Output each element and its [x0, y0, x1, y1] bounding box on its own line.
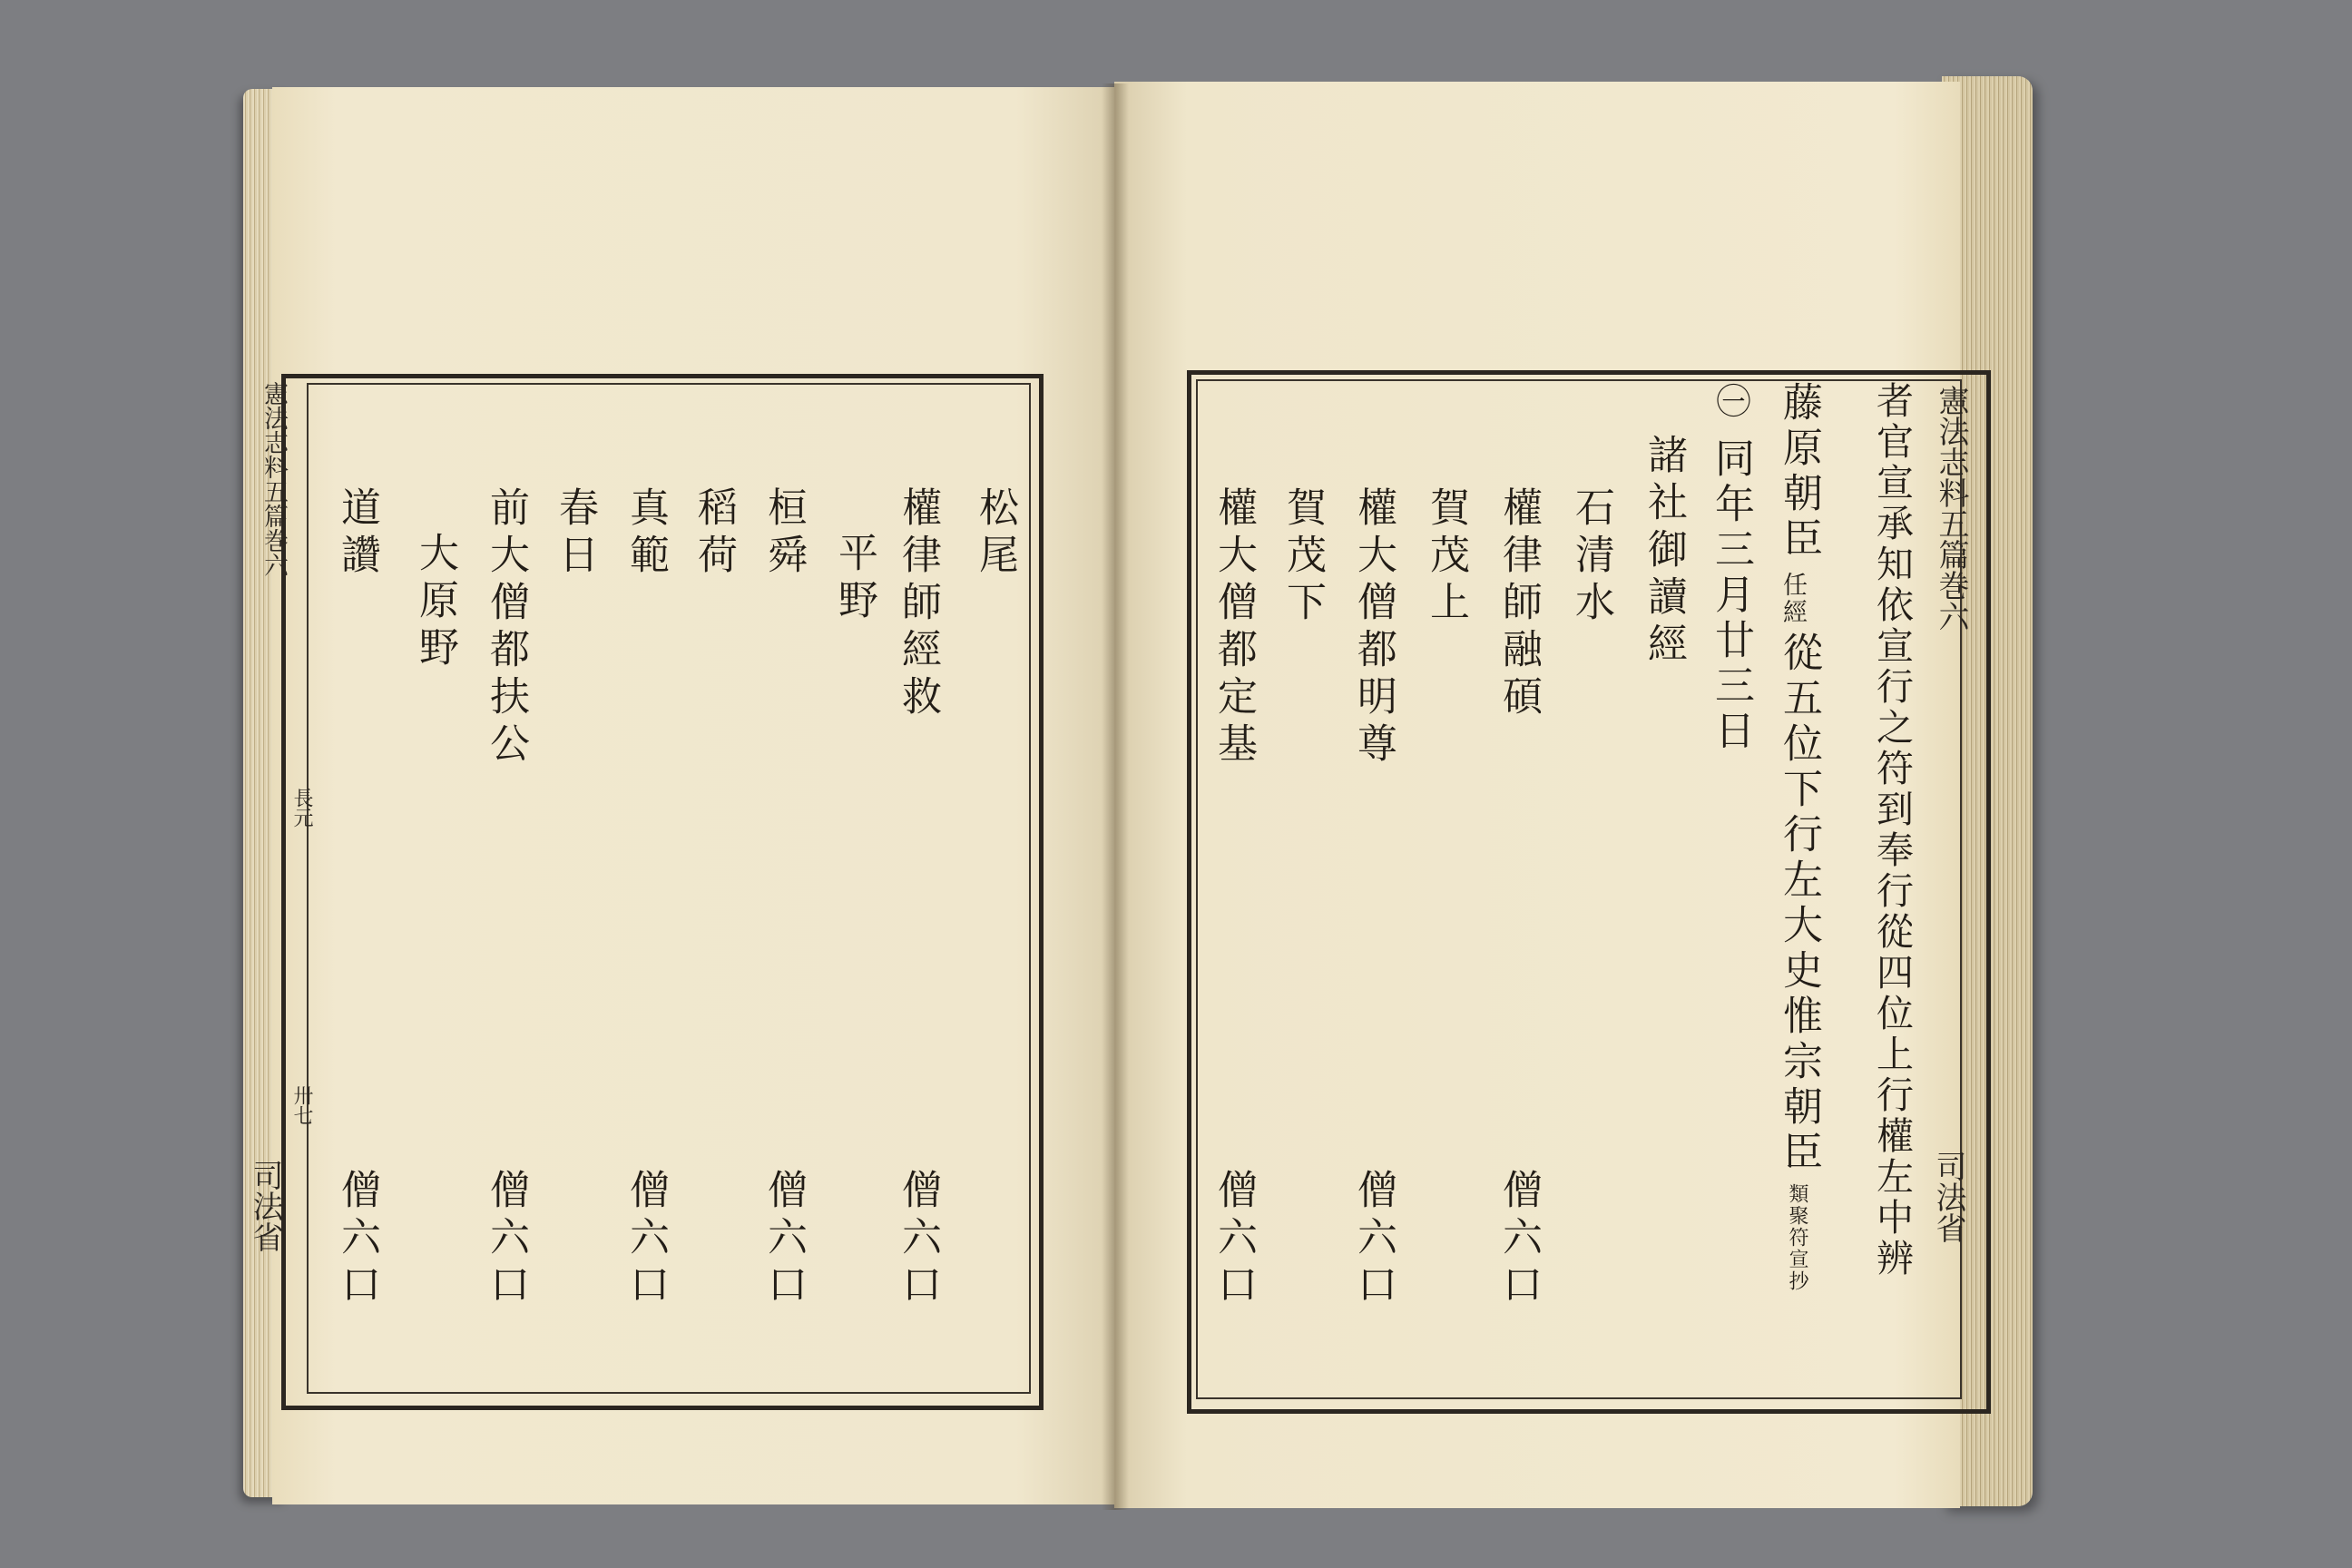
left-hanshin-title: 憲法志料五篇巻六: [260, 381, 288, 577]
left-count-1: 僧六口: [895, 1169, 941, 1310]
left-line-8: 前大僧都扶公: [483, 486, 529, 769]
right-line-5: 諸社御讀經: [1641, 434, 1687, 670]
right-line-10: 賀茂下: [1279, 486, 1326, 628]
right-count-3: 僧六口: [1210, 1169, 1257, 1310]
left-hanshin-folio: 長元: [290, 788, 313, 828]
left-count-3: 僧六口: [622, 1169, 669, 1310]
right-hanshin-title: 憲法志料五篇巻六: [1933, 385, 1969, 632]
left-count-4: 僧六口: [483, 1169, 529, 1310]
right-line-3: 從五位下行左大史惟宗朝臣: [1776, 632, 1822, 1176]
right-line-6: 石清水: [1568, 486, 1614, 628]
left-line-5: 稻荷: [691, 486, 737, 581]
right-line-8: 賀茂上: [1423, 486, 1469, 628]
right-line-4: 同年三月廿三日: [1708, 437, 1754, 755]
right-seal: ㊀: [1710, 383, 1750, 425]
right-count-1: 僧六口: [1495, 1169, 1542, 1310]
left-line-7: 春日: [552, 486, 598, 581]
right-line-9: 權大僧都明尊: [1350, 486, 1396, 769]
left-line-2: 權律師經救: [895, 486, 941, 722]
left-line-6: 真範: [622, 486, 669, 581]
left-hanshin-footer: 司法省: [247, 1160, 283, 1252]
left-line-9: 大原野: [412, 532, 458, 673]
left-line-4: 桓舜: [760, 486, 807, 581]
left-line-10: 道讚: [334, 486, 380, 581]
left-count-2: 僧六口: [760, 1169, 807, 1310]
left-line-3: 平野: [831, 532, 877, 626]
right-note-1: 任經: [1779, 572, 1807, 626]
right-hanshin-footer: 司法省: [1930, 1151, 1966, 1243]
right-line-1: 者官宣承知依宣行之符到奉行從四位上行權左中辨: [1870, 381, 1914, 1279]
right-note-2: 類聚符宣抄: [1786, 1183, 1808, 1292]
right-line-7: 權律師融碩: [1495, 486, 1542, 722]
right-count-2: 僧六口: [1350, 1169, 1396, 1310]
left-hanshin-number: 卅七: [290, 1085, 313, 1125]
left-count-5: 僧六口: [334, 1169, 380, 1310]
right-line-2: 藤原朝臣: [1776, 381, 1822, 563]
right-line-11: 權大僧都定基: [1210, 486, 1257, 769]
book-gutter: [1102, 83, 1129, 1510]
left-line-1: 松尾: [972, 486, 1018, 581]
